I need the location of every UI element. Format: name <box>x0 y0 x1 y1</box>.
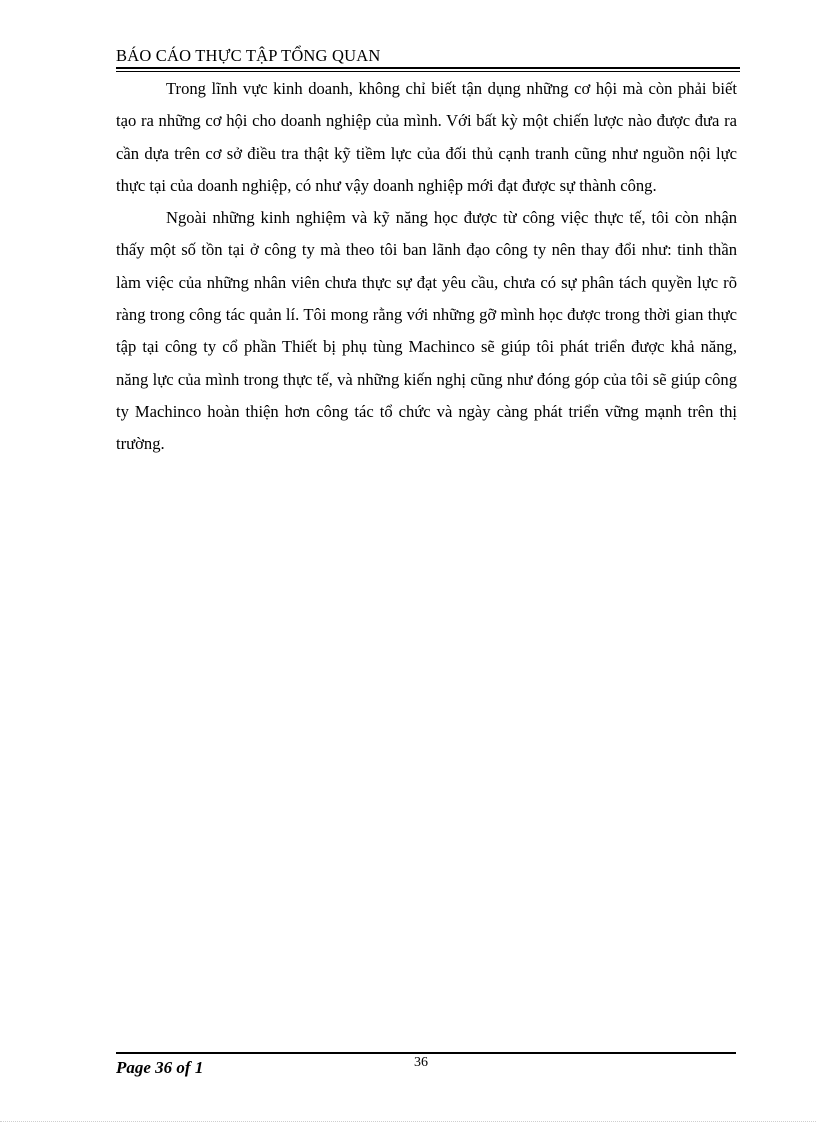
footer-page-number: 36 <box>414 1055 428 1070</box>
header-rule-thin <box>116 71 740 72</box>
paragraph-2: Ngoài những kinh nghiệm và kỹ năng học được từ công việc thực tế, tôi còn nhận thấy một số tồn tại ở công ty mà theo tôi ban lãnh đạo công ty nên thay đổi như: tinh thần làm việc của những nhân viên chưa thực sự đạt yêu cầu, chưa có sự phân tách quyền lực rõ ràng trong công tác quản lí. Tôi mong rằng với những gỡ mình học được trong thời gian thực tập tại công ty cổ phần Thiết bị phụ tùng Machinco sẽ giúp tôi phát triển được khả năng, năng lực của mình trong thực tế, và những kiến nghị cũng như đóng góp của tôi sẽ giúp công ty Machinco hoàn thiện hơn công tác tổ chức và ngày càng phát triển vững mạnh trên thị trường. <box>116 208 737 454</box>
paragraph-1: Trong lĩnh vực kinh doanh, không chỉ biết tận dụng những cơ hội mà còn phải biết tạo ra những cơ hội cho doanh nghiệp của mình. Với bất kỳ một chiến lược nào được đưa ra cần dựa trên cơ sở điều tra thật kỹ tiềm lực của đối thủ cạnh tranh cũng như nguồn nội lực thực tại của doanh nghiệp, có như vậy doanh nghiệp mới đạt được sự thành công. <box>116 79 737 195</box>
document-body <box>116 73 737 461</box>
header-rule-thick <box>116 67 740 69</box>
report-header-title: BÁO CÁO THỰC TẬP TỔNG QUAN <box>116 46 381 65</box>
footer-rule <box>116 1052 736 1054</box>
footer-page-label: Page 36 of 1 <box>116 1058 204 1077</box>
